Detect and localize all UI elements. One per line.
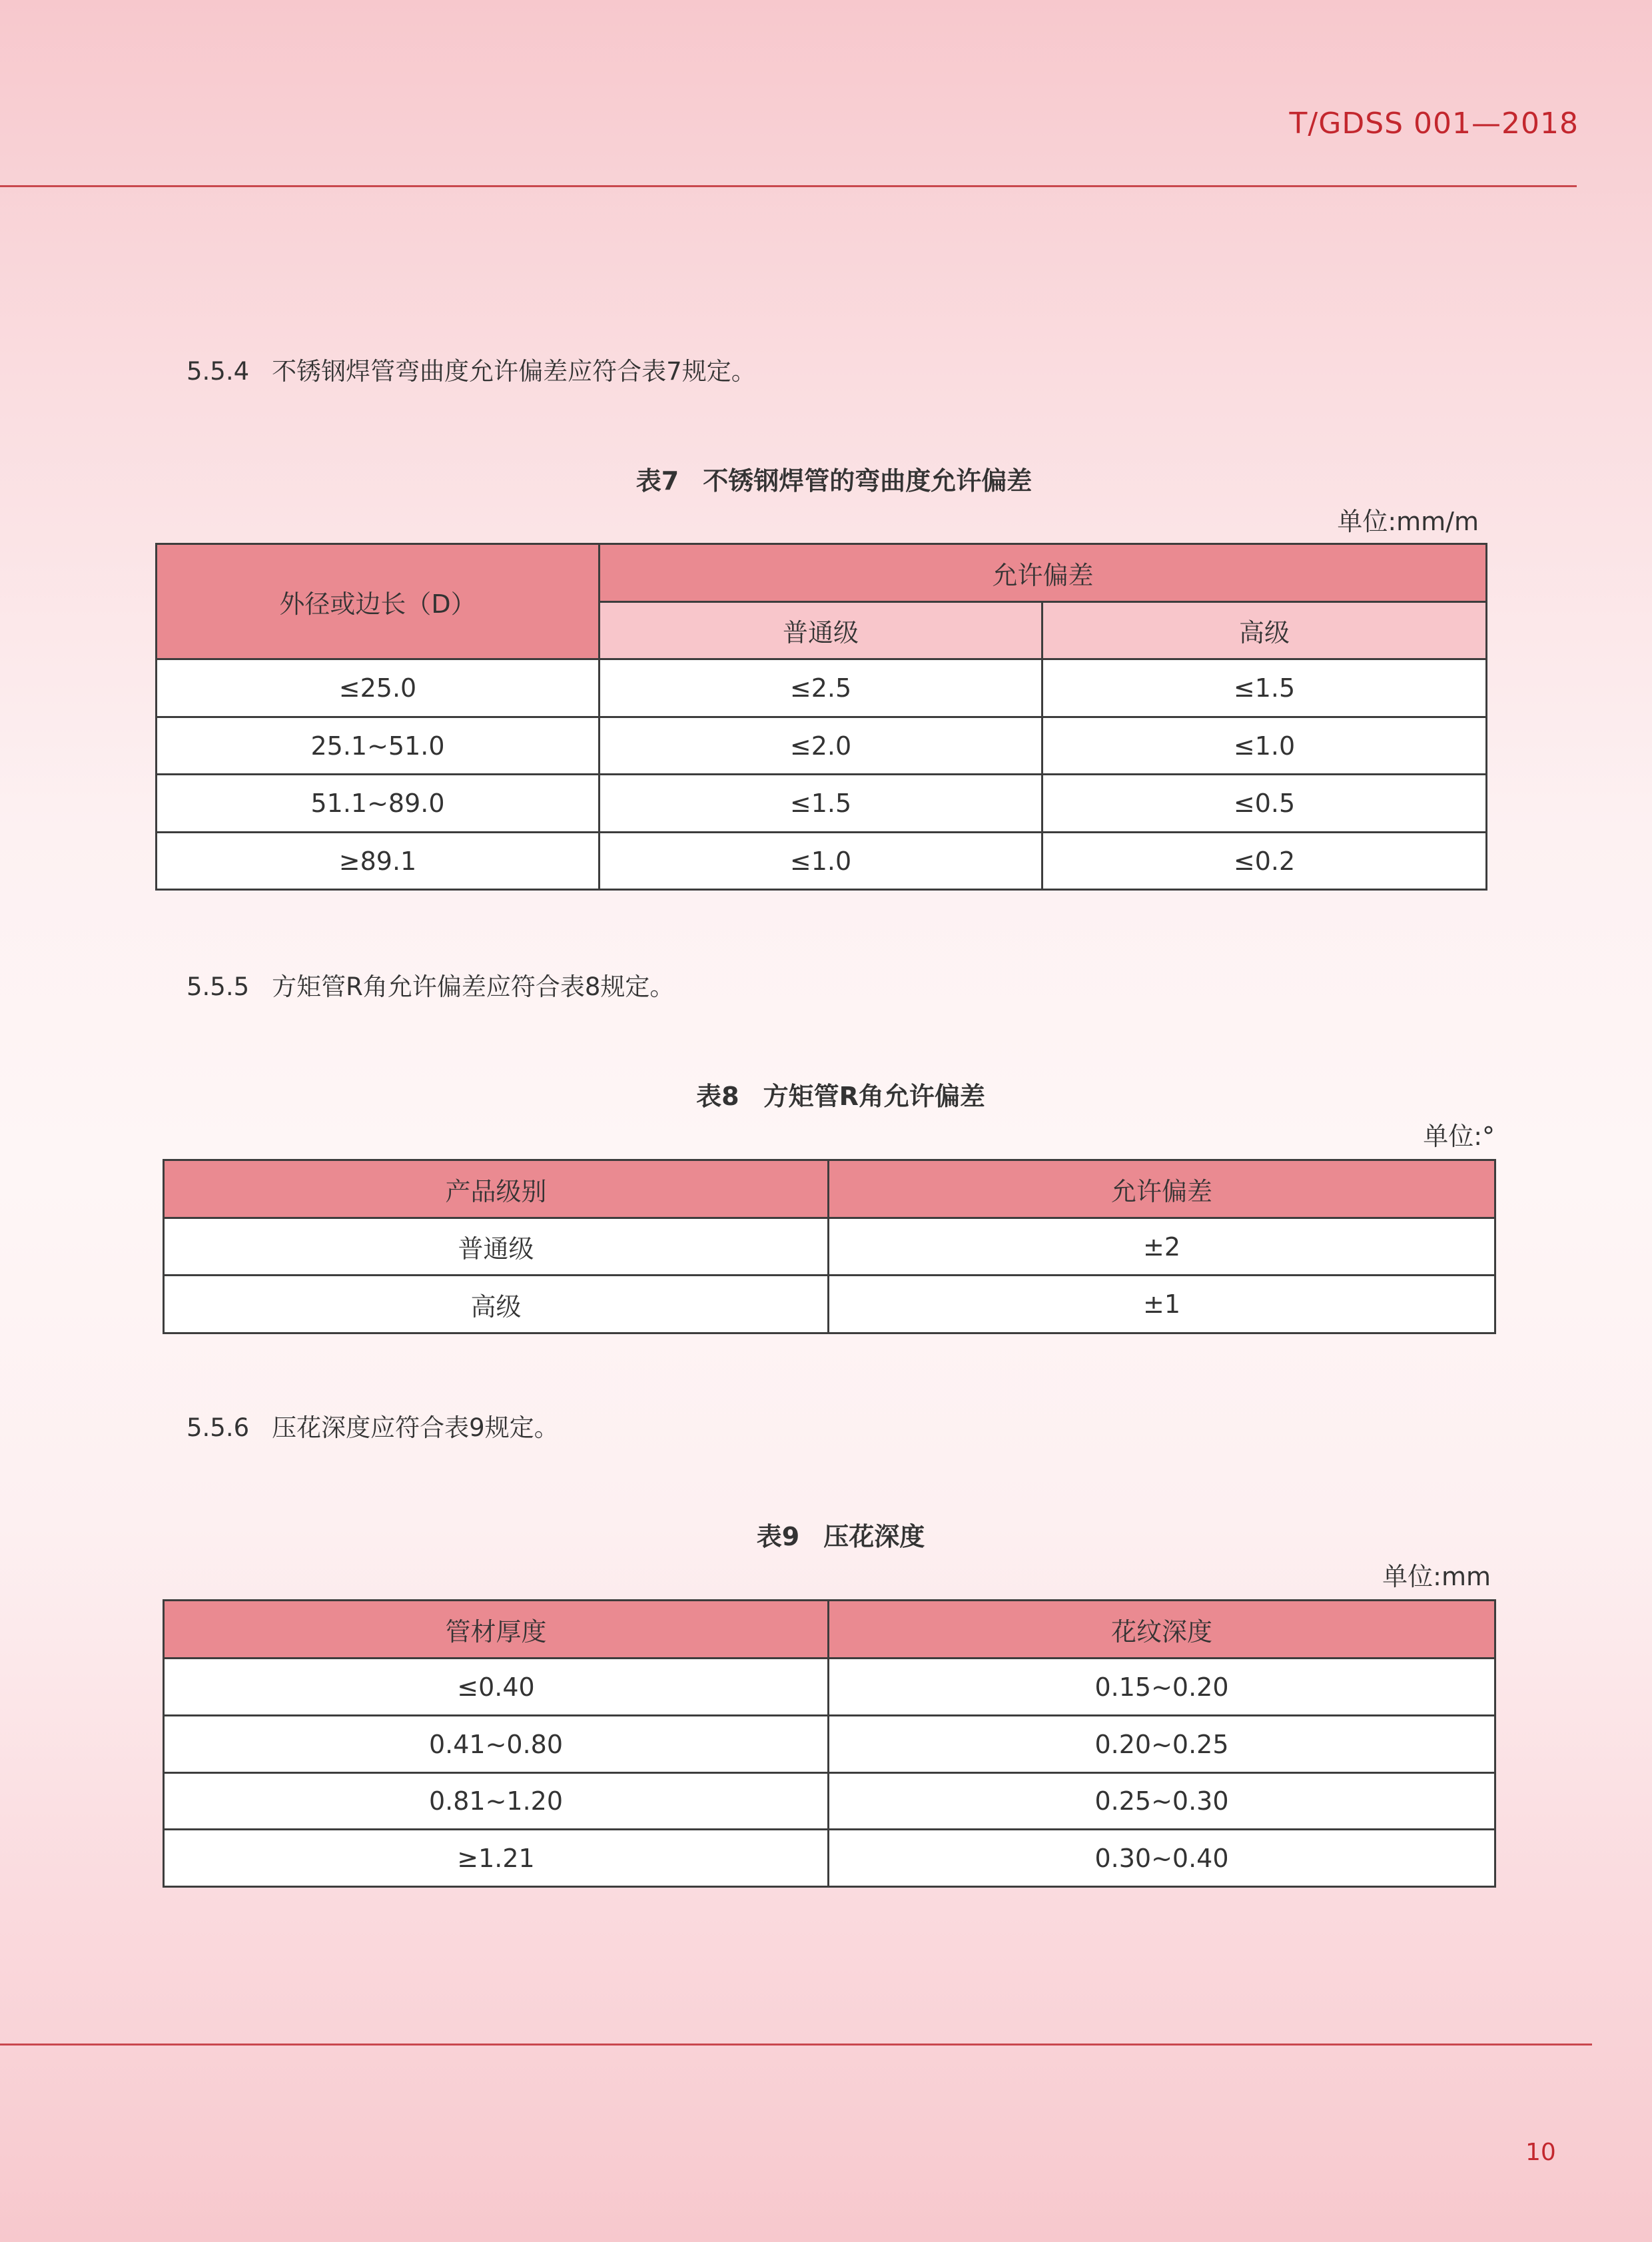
table-cell: ≤1.5 <box>1042 659 1487 717</box>
table-row <box>157 833 1487 890</box>
table9-caption <box>757 1516 925 1553</box>
table8-number: 表8 <box>696 1082 739 1111</box>
clause-number: 5.5.4 <box>187 357 250 386</box>
table8-unit: 单位:° <box>1423 1122 1495 1151</box>
table7-caption <box>636 460 1032 497</box>
footer-divider <box>0 2044 1592 2046</box>
table9-header-thickness: 管材厚度 <box>164 1601 829 1659</box>
table7-header-row-1 <box>157 544 1487 602</box>
clause-5-5-4 <box>187 351 756 387</box>
table-cell: ≤0.40 <box>164 1659 829 1716</box>
table-cell: ≤0.2 <box>1042 833 1487 890</box>
table-cell: 0.25~0.30 <box>829 1773 1495 1830</box>
table-cell: 普通级 <box>164 1218 829 1276</box>
table-cell: ≤0.5 <box>1042 775 1487 833</box>
table-row <box>164 1830 1495 1887</box>
table-cell: ≤1.0 <box>600 833 1042 890</box>
page-number: 10 <box>1525 2139 1556 2166</box>
table-cell: 高级 <box>164 1276 829 1333</box>
table7-header-normal: 普通级 <box>600 602 1042 659</box>
table7 <box>155 543 1487 891</box>
table7-header-tolerance: 允许偏差 <box>600 544 1487 602</box>
table8-caption <box>696 1076 985 1112</box>
table9-unit: 单位:mm <box>1382 1562 1491 1591</box>
table-row <box>157 775 1487 833</box>
clause-text: 不锈钢焊管弯曲度允许偏差应符合表7规定。 <box>272 357 756 386</box>
table8-header-row <box>164 1160 1495 1218</box>
header-divider <box>0 185 1577 187</box>
table-cell: ≤2.0 <box>600 717 1042 775</box>
table-row <box>164 1716 1495 1773</box>
table9-number: 表9 <box>756 1522 800 1551</box>
table-cell: ±2 <box>829 1218 1495 1276</box>
table9-header-depth: 花纹深度 <box>829 1601 1495 1659</box>
table-row <box>164 1773 1495 1830</box>
table-row <box>164 1276 1495 1333</box>
table7-title: 不锈钢焊管的弯曲度允许偏差 <box>703 466 1032 496</box>
clause-5-5-6 <box>187 1407 559 1443</box>
table7-header-diameter: 外径或边长（D） <box>157 544 600 659</box>
table-cell: ≤25.0 <box>157 659 600 717</box>
table8-title: 方矩管R角允许偏差 <box>763 1082 985 1111</box>
clause-number: 5.5.5 <box>187 972 250 1001</box>
table9-header-row <box>164 1601 1495 1659</box>
table-cell: 0.15~0.20 <box>829 1659 1495 1716</box>
table9 <box>163 1599 1496 1888</box>
table7-unit: 单位:mm/m <box>1337 507 1479 536</box>
table-cell: ≥89.1 <box>157 833 600 890</box>
table-cell: 25.1~51.0 <box>157 717 600 775</box>
table-cell: ≤1.5 <box>600 775 1042 833</box>
table7-header-high: 高级 <box>1042 602 1487 659</box>
table-cell: ≤2.5 <box>600 659 1042 717</box>
table9-title: 压花深度 <box>823 1522 925 1551</box>
table-cell: 0.20~0.25 <box>829 1716 1495 1773</box>
table-cell: 0.41~0.80 <box>164 1716 829 1773</box>
table-cell: 0.30~0.40 <box>829 1830 1495 1887</box>
table-cell: ≤1.0 <box>1042 717 1487 775</box>
clause-text: 方矩管R角允许偏差应符合表8规定。 <box>272 972 675 1001</box>
table-cell: ≥1.21 <box>164 1830 829 1887</box>
table-row <box>164 1218 1495 1276</box>
clause-5-5-5 <box>187 966 674 1002</box>
table-row <box>157 717 1487 775</box>
table-cell: ±1 <box>829 1276 1495 1333</box>
table8-header-tolerance: 允许偏差 <box>829 1160 1495 1218</box>
table-row <box>164 1659 1495 1716</box>
table8-header-grade: 产品级别 <box>164 1160 829 1218</box>
clause-text: 压花深度应符合表9规定。 <box>272 1413 559 1442</box>
table8 <box>163 1159 1496 1334</box>
table7-number: 表7 <box>635 466 679 496</box>
clause-number: 5.5.6 <box>187 1413 250 1442</box>
document-code: T/GDSS 001—2018 <box>1289 107 1579 141</box>
table-row <box>157 659 1487 717</box>
table-cell: 0.81~1.20 <box>164 1773 829 1830</box>
table-cell: 51.1~89.0 <box>157 775 600 833</box>
